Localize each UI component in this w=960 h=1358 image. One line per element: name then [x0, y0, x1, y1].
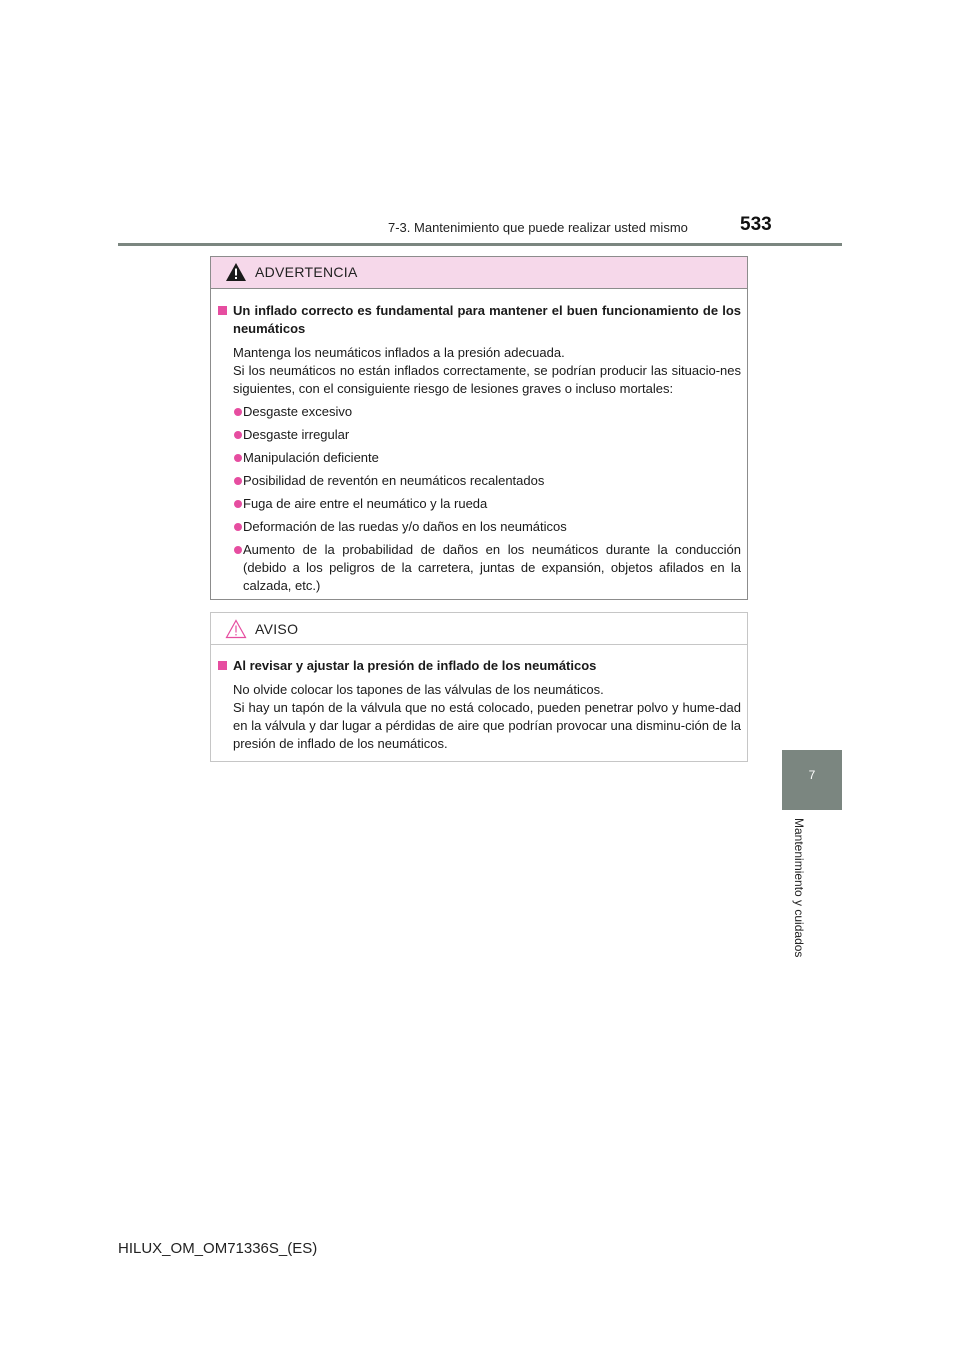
- notice-title: AVISO: [255, 621, 299, 637]
- warning-title: ADVERTENCIA: [255, 264, 358, 280]
- warning-heading: [217, 302, 741, 338]
- warning-body: [211, 289, 747, 595]
- circle-bullet-icon: [234, 546, 242, 554]
- list-item: [217, 472, 741, 490]
- warning-heading-text: Un inflado correcto es fundamental para mantener el buen funcionamiento de los neumáticos: [233, 303, 741, 336]
- notice-heading-text: Al revisar y ajustar la presión de inflado de los neumáticos: [233, 658, 597, 673]
- circle-bullet-icon: [234, 477, 242, 485]
- notice-body: [211, 645, 747, 753]
- section-title: 7-3. Mantenimiento que puede realizar usted mismo: [388, 220, 688, 235]
- list-item: [217, 541, 741, 595]
- list-item: [217, 449, 741, 467]
- circle-bullet-icon: [234, 454, 242, 462]
- chapter-number: 7: [808, 768, 816, 782]
- chapter-title: Mantenimiento y cuidados: [792, 818, 806, 958]
- circle-bullet-icon: [234, 500, 242, 508]
- chapter-tab: [782, 750, 842, 810]
- circle-bullet-icon: [234, 431, 242, 439]
- document-code: HILUX_OM_OM71336S_(ES): [118, 1240, 318, 1257]
- circle-bullet-icon: [234, 408, 242, 416]
- square-bullet-icon: [218, 661, 227, 670]
- notice-title-bar: [211, 613, 747, 645]
- notice-paragraph: Si hay un tapón de la válvula que no está colocado, pueden penetrar polvo y hume-dad en la válvula y dar lugar a pérdidas de aire que podrían provocar una disminu-ción de la presión de inflado de los neumáticos.: [233, 700, 741, 751]
- list-item: [217, 495, 741, 513]
- warning-paragraph: Mantenga los neumáticos inflados a la presión adecuada.: [233, 345, 565, 360]
- list-item-text: Manipulación deficiente: [243, 450, 379, 465]
- header-divider: [118, 243, 842, 246]
- notice-box: [210, 612, 748, 762]
- list-item-text: Desgaste excesivo: [243, 404, 353, 419]
- notice-heading: [217, 657, 741, 675]
- list-item-text: Aumento de la probabilidad de daños en los neumáticos durante la conducción (debido a los peligros de la carretera, juntas de expansión, objetos afilados en la calzada, etc.): [243, 542, 741, 593]
- list-item-text: Posibilidad de reventón en neumáticos recalentados: [243, 473, 545, 488]
- list-item-text: Deformación de las ruedas y/o daños en los neumáticos: [243, 519, 567, 534]
- caution-triangle-outline-icon: [225, 619, 247, 639]
- list-item-text: Fuga de aire entre el neumático y la rueda: [243, 496, 488, 511]
- page-number: 533: [740, 214, 772, 235]
- warning-triangle-filled-icon: [225, 262, 247, 282]
- warning-title-bar: [211, 257, 747, 289]
- square-bullet-icon: [218, 306, 227, 315]
- circle-bullet-icon: [234, 523, 242, 531]
- list-item: [217, 426, 741, 444]
- warning-paragraph: Si los neumáticos no están inflados correctamente, se podrían producir las situacio-nes siguientes, con el consiguiente riesgo de lesiones graves o incluso mortales:: [233, 363, 741, 396]
- list-item-text: Desgaste irregular: [243, 427, 350, 442]
- notice-paragraph: No olvide colocar los tapones de las válvulas de los neumáticos.: [233, 682, 604, 697]
- list-item: [217, 518, 741, 536]
- warning-bullet-list: [217, 403, 741, 595]
- warning-box: [210, 256, 748, 600]
- list-item: [217, 403, 741, 421]
